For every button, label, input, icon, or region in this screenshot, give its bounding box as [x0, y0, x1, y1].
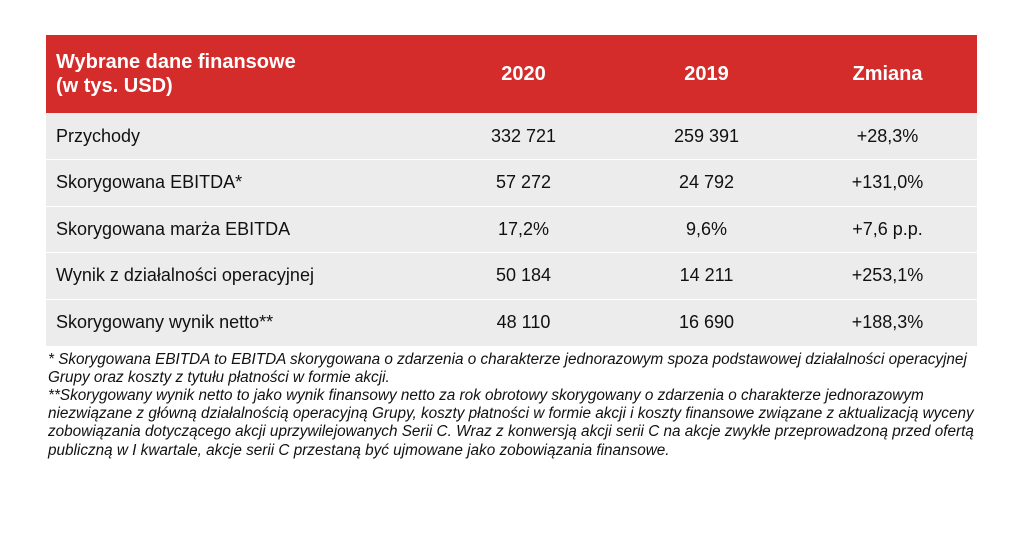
- column-header-change: Zmiana: [852, 62, 923, 85]
- value-change: +28,3%: [856, 125, 919, 146]
- value-2020: 332 721: [490, 125, 557, 146]
- value-2019: 259 391: [673, 125, 740, 146]
- table-row: [46, 299, 977, 346]
- value-2019: 16 690: [615, 299, 798, 346]
- footnote-net-result: **Skorygowany wynik netto to jako wynik finansowy netto za rok obrotowy skorygowany o zdarzenia o charakterze jednorazowym niezwiązane z główną działalnością operacyjną Grupy, koszty płatności w formie akcji i koszty finansowe związane z aktualizacją wyceny zobowiązania dotyczącego akcji uprzywilejowanych Serii C. Wraz z konwersją akcji serii C na akcje zwykłe przeprowadzoną przed ofertą publiczną w I kwartale, akcje serii C przestaną być ujmowane jako zobowiązania finansowe.: [48, 386, 974, 459]
- table-row: [46, 253, 977, 300]
- value-2020: 50 184: [432, 253, 615, 300]
- value-change: +7,6 p.p.: [798, 206, 977, 253]
- column-header-2020: 2020: [501, 62, 546, 85]
- row-label: Skorygowana marża EBITDA: [46, 206, 432, 253]
- row-label: Przychody: [56, 125, 141, 146]
- table-title-line2: (w tys. USD): [56, 75, 173, 97]
- table-title-line1: Wybrane dane finansowe: [56, 51, 296, 73]
- footnotes: [46, 351, 977, 460]
- footnote-ebitda: * Skorygowana EBITDA to EBITDA skorygowana o zdarzenia o charakterze jednorazowym spoza podstawowej działalności operacyjnej Grupy oraz koszty z tytułu płatności w formie akcji.: [48, 350, 967, 386]
- value-2020: 57 272: [432, 160, 615, 207]
- value-change: +253,1%: [798, 253, 977, 300]
- value-2020: 48 110: [432, 299, 615, 346]
- table-header-row: [46, 35, 977, 113]
- row-label: Skorygowana EBITDA*: [46, 160, 432, 207]
- value-2020: 17,2%: [432, 206, 615, 253]
- table-title-header: [46, 35, 432, 113]
- value-2019: 9,6%: [615, 206, 798, 253]
- financial-table: [46, 35, 977, 346]
- row-label: Wynik z działalności operacyjnej: [46, 253, 432, 300]
- column-header-2019: 2019: [684, 62, 729, 85]
- value-2019: 24 792: [615, 160, 798, 207]
- financial-summary: [46, 35, 977, 460]
- value-change: +131,0%: [798, 160, 977, 207]
- table-row: [46, 160, 977, 207]
- row-label: Skorygowany wynik netto**: [46, 299, 432, 346]
- value-change: +188,3%: [798, 299, 977, 346]
- value-2019: 14 211: [615, 253, 798, 300]
- table-row: [46, 206, 977, 253]
- table-row: [46, 113, 977, 160]
